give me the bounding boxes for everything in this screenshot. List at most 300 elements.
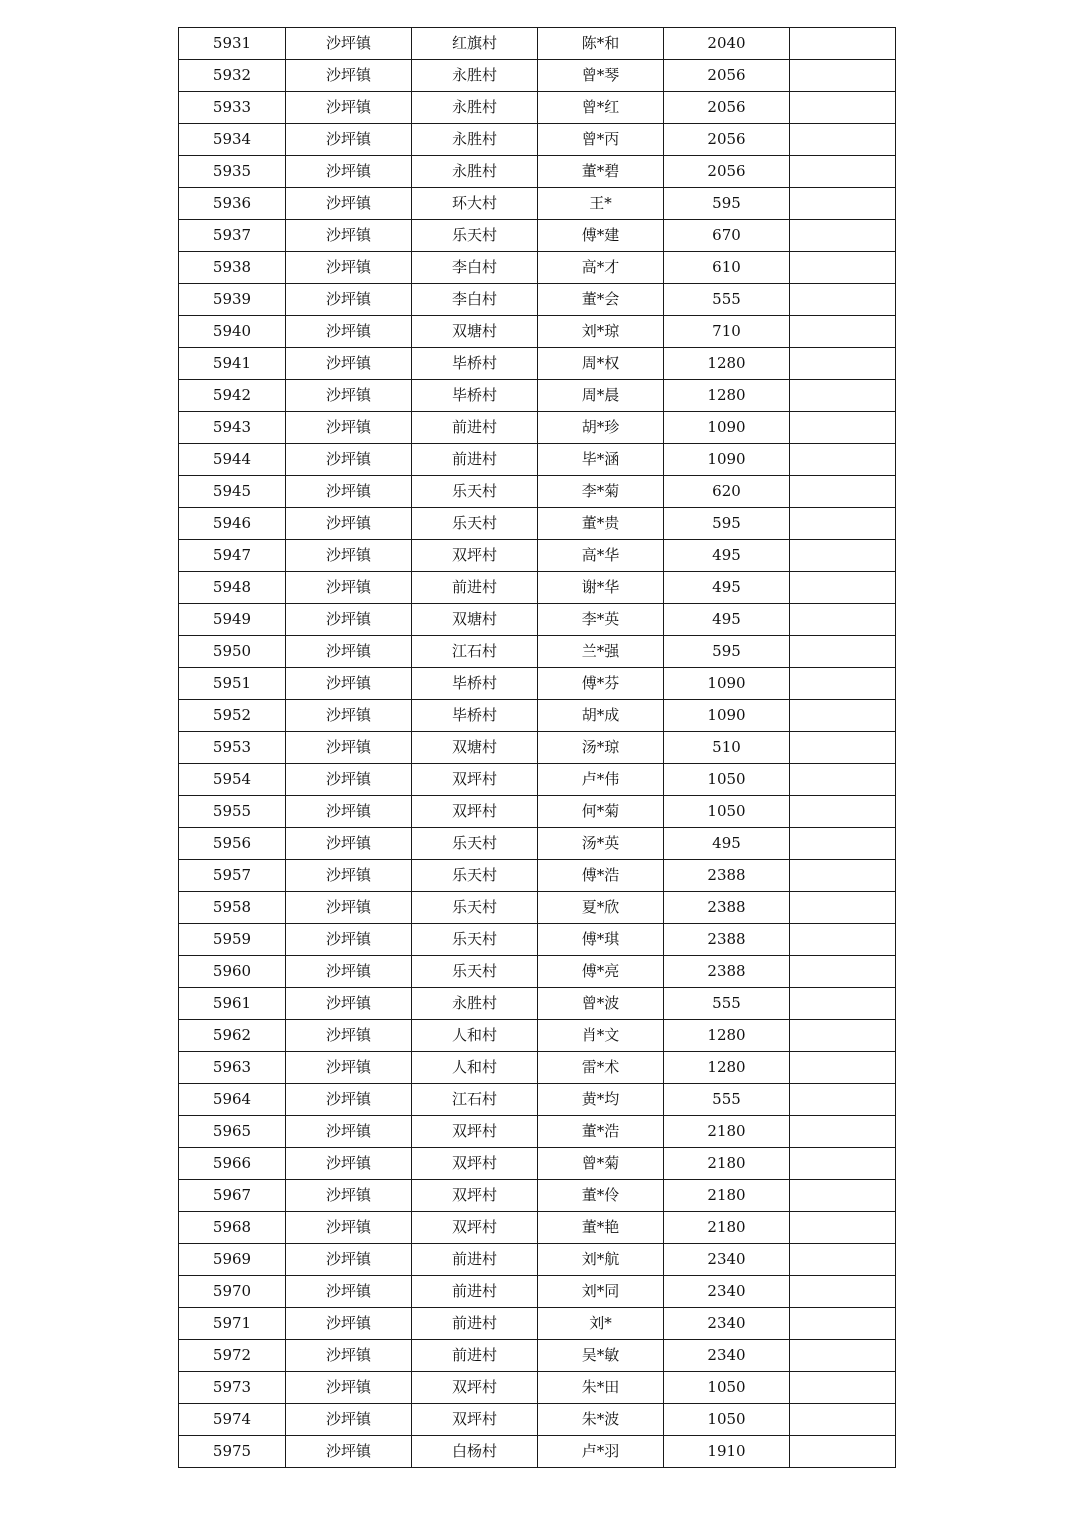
amount-cell: 2056 bbox=[664, 124, 790, 156]
amount-cell: 495 bbox=[664, 572, 790, 604]
amount-cell: 1090 bbox=[664, 412, 790, 444]
row-number-cell: 5931 bbox=[179, 28, 286, 60]
amount-cell: 555 bbox=[664, 988, 790, 1020]
name-cell: 汤*琼 bbox=[538, 732, 664, 764]
row-number-cell: 5942 bbox=[179, 380, 286, 412]
table-row bbox=[179, 668, 896, 700]
amount-cell: 1280 bbox=[664, 380, 790, 412]
village-cell: 乐天村 bbox=[412, 508, 538, 540]
amount-cell: 1280 bbox=[664, 348, 790, 380]
village-cell: 人和村 bbox=[412, 1052, 538, 1084]
table-row bbox=[179, 316, 896, 348]
table-row bbox=[179, 1404, 896, 1436]
note-cell bbox=[790, 1212, 896, 1244]
row-number-cell: 5947 bbox=[179, 540, 286, 572]
village-cell: 永胜村 bbox=[412, 124, 538, 156]
name-cell: 胡*珍 bbox=[538, 412, 664, 444]
name-cell: 兰*强 bbox=[538, 636, 664, 668]
table-row bbox=[179, 508, 896, 540]
note-cell bbox=[790, 1020, 896, 1052]
town-cell: 沙坪镇 bbox=[286, 444, 412, 476]
note-cell bbox=[790, 796, 896, 828]
row-number-cell: 5941 bbox=[179, 348, 286, 380]
town-cell: 沙坪镇 bbox=[286, 764, 412, 796]
village-cell: 乐天村 bbox=[412, 828, 538, 860]
village-cell: 江石村 bbox=[412, 636, 538, 668]
town-cell: 沙坪镇 bbox=[286, 380, 412, 412]
row-number-cell: 5965 bbox=[179, 1116, 286, 1148]
village-cell: 双塘村 bbox=[412, 732, 538, 764]
table-row bbox=[179, 636, 896, 668]
table-row bbox=[179, 1148, 896, 1180]
note-cell bbox=[790, 668, 896, 700]
row-number-cell: 5946 bbox=[179, 508, 286, 540]
note-cell bbox=[790, 252, 896, 284]
row-number-cell: 5932 bbox=[179, 60, 286, 92]
table-row bbox=[179, 380, 896, 412]
row-number-cell: 5961 bbox=[179, 988, 286, 1020]
note-cell bbox=[790, 60, 896, 92]
note-cell bbox=[790, 1180, 896, 1212]
name-cell: 董*贵 bbox=[538, 508, 664, 540]
name-cell: 朱*波 bbox=[538, 1404, 664, 1436]
village-cell: 乐天村 bbox=[412, 220, 538, 252]
village-cell: 永胜村 bbox=[412, 988, 538, 1020]
town-cell: 沙坪镇 bbox=[286, 892, 412, 924]
name-cell: 谢*华 bbox=[538, 572, 664, 604]
note-cell bbox=[790, 604, 896, 636]
table-row bbox=[179, 156, 896, 188]
name-cell: 傅*芬 bbox=[538, 668, 664, 700]
town-cell: 沙坪镇 bbox=[286, 412, 412, 444]
name-cell: 董*碧 bbox=[538, 156, 664, 188]
table-row bbox=[179, 892, 896, 924]
name-cell: 汤*英 bbox=[538, 828, 664, 860]
note-cell bbox=[790, 188, 896, 220]
note-cell bbox=[790, 700, 896, 732]
town-cell: 沙坪镇 bbox=[286, 1436, 412, 1468]
village-cell: 双坪村 bbox=[412, 1148, 538, 1180]
row-number-cell: 5971 bbox=[179, 1308, 286, 1340]
row-number-cell: 5935 bbox=[179, 156, 286, 188]
name-cell: 曾*红 bbox=[538, 92, 664, 124]
row-number-cell: 5948 bbox=[179, 572, 286, 604]
amount-cell: 595 bbox=[664, 508, 790, 540]
row-number-cell: 5938 bbox=[179, 252, 286, 284]
village-cell: 前进村 bbox=[412, 1340, 538, 1372]
row-number-cell: 5963 bbox=[179, 1052, 286, 1084]
name-cell: 周*权 bbox=[538, 348, 664, 380]
amount-cell: 2340 bbox=[664, 1308, 790, 1340]
name-cell: 夏*欣 bbox=[538, 892, 664, 924]
amount-cell: 2340 bbox=[664, 1340, 790, 1372]
name-cell: 曾*琴 bbox=[538, 60, 664, 92]
table-row bbox=[179, 1084, 896, 1116]
amount-cell: 1280 bbox=[664, 1020, 790, 1052]
name-cell: 李*菊 bbox=[538, 476, 664, 508]
subsidy-list-table bbox=[178, 27, 896, 1468]
row-number-cell: 5958 bbox=[179, 892, 286, 924]
note-cell bbox=[790, 1276, 896, 1308]
row-number-cell: 5936 bbox=[179, 188, 286, 220]
town-cell: 沙坪镇 bbox=[286, 348, 412, 380]
row-number-cell: 5949 bbox=[179, 604, 286, 636]
village-cell: 乐天村 bbox=[412, 892, 538, 924]
village-cell: 毕桥村 bbox=[412, 700, 538, 732]
note-cell bbox=[790, 732, 896, 764]
name-cell: 雷*术 bbox=[538, 1052, 664, 1084]
name-cell: 卢*伟 bbox=[538, 764, 664, 796]
amount-cell: 2340 bbox=[664, 1244, 790, 1276]
note-cell bbox=[790, 1084, 896, 1116]
name-cell: 曾*波 bbox=[538, 988, 664, 1020]
amount-cell: 620 bbox=[664, 476, 790, 508]
village-cell: 白杨村 bbox=[412, 1436, 538, 1468]
town-cell: 沙坪镇 bbox=[286, 1340, 412, 1372]
amount-cell: 510 bbox=[664, 732, 790, 764]
note-cell bbox=[790, 1148, 896, 1180]
town-cell: 沙坪镇 bbox=[286, 1372, 412, 1404]
row-number-cell: 5967 bbox=[179, 1180, 286, 1212]
amount-cell: 1050 bbox=[664, 796, 790, 828]
town-cell: 沙坪镇 bbox=[286, 284, 412, 316]
row-number-cell: 5973 bbox=[179, 1372, 286, 1404]
name-cell: 刘*航 bbox=[538, 1244, 664, 1276]
village-cell: 双坪村 bbox=[412, 796, 538, 828]
note-cell bbox=[790, 380, 896, 412]
note-cell bbox=[790, 828, 896, 860]
name-cell: 傅*亮 bbox=[538, 956, 664, 988]
name-cell: 傅*琪 bbox=[538, 924, 664, 956]
name-cell: 陈*和 bbox=[538, 28, 664, 60]
amount-cell: 2388 bbox=[664, 860, 790, 892]
table-row bbox=[179, 284, 896, 316]
name-cell: 卢*羽 bbox=[538, 1436, 664, 1468]
village-cell: 乐天村 bbox=[412, 860, 538, 892]
table-row bbox=[179, 1372, 896, 1404]
amount-cell: 2040 bbox=[664, 28, 790, 60]
note-cell bbox=[790, 220, 896, 252]
row-number-cell: 5944 bbox=[179, 444, 286, 476]
table-row bbox=[179, 1436, 896, 1468]
note-cell bbox=[790, 1116, 896, 1148]
note-cell bbox=[790, 540, 896, 572]
table-row bbox=[179, 476, 896, 508]
town-cell: 沙坪镇 bbox=[286, 604, 412, 636]
village-cell: 前进村 bbox=[412, 444, 538, 476]
note-cell bbox=[790, 1372, 896, 1404]
row-number-cell: 5951 bbox=[179, 668, 286, 700]
town-cell: 沙坪镇 bbox=[286, 828, 412, 860]
town-cell: 沙坪镇 bbox=[286, 156, 412, 188]
town-cell: 沙坪镇 bbox=[286, 188, 412, 220]
village-cell: 前进村 bbox=[412, 1244, 538, 1276]
town-cell: 沙坪镇 bbox=[286, 1244, 412, 1276]
amount-cell: 495 bbox=[664, 540, 790, 572]
name-cell: 毕*涵 bbox=[538, 444, 664, 476]
village-cell: 双坪村 bbox=[412, 540, 538, 572]
village-cell: 双坪村 bbox=[412, 1180, 538, 1212]
table-row bbox=[179, 1212, 896, 1244]
note-cell bbox=[790, 956, 896, 988]
town-cell: 沙坪镇 bbox=[286, 28, 412, 60]
amount-cell: 1090 bbox=[664, 668, 790, 700]
town-cell: 沙坪镇 bbox=[286, 860, 412, 892]
town-cell: 沙坪镇 bbox=[286, 1052, 412, 1084]
row-number-cell: 5956 bbox=[179, 828, 286, 860]
table-row bbox=[179, 92, 896, 124]
name-cell: 刘*琼 bbox=[538, 316, 664, 348]
row-number-cell: 5964 bbox=[179, 1084, 286, 1116]
name-cell: 刘* bbox=[538, 1308, 664, 1340]
note-cell bbox=[790, 1244, 896, 1276]
row-number-cell: 5960 bbox=[179, 956, 286, 988]
note-cell bbox=[790, 1436, 896, 1468]
table-row bbox=[179, 732, 896, 764]
row-number-cell: 5975 bbox=[179, 1436, 286, 1468]
name-cell: 董*浩 bbox=[538, 1116, 664, 1148]
note-cell bbox=[790, 28, 896, 60]
table-row bbox=[179, 1180, 896, 1212]
village-cell: 环大村 bbox=[412, 188, 538, 220]
row-number-cell: 5974 bbox=[179, 1404, 286, 1436]
table-row bbox=[179, 540, 896, 572]
village-cell: 双塘村 bbox=[412, 604, 538, 636]
note-cell bbox=[790, 892, 896, 924]
town-cell: 沙坪镇 bbox=[286, 1276, 412, 1308]
name-cell: 曾*丙 bbox=[538, 124, 664, 156]
table-row bbox=[179, 700, 896, 732]
row-number-cell: 5953 bbox=[179, 732, 286, 764]
name-cell: 曾*菊 bbox=[538, 1148, 664, 1180]
row-number-cell: 5962 bbox=[179, 1020, 286, 1052]
village-cell: 双坪村 bbox=[412, 1116, 538, 1148]
note-cell bbox=[790, 476, 896, 508]
note-cell bbox=[790, 572, 896, 604]
table-row bbox=[179, 1308, 896, 1340]
town-cell: 沙坪镇 bbox=[286, 732, 412, 764]
amount-cell: 2388 bbox=[664, 892, 790, 924]
village-cell: 毕桥村 bbox=[412, 348, 538, 380]
table-row bbox=[179, 1244, 896, 1276]
amount-cell: 1050 bbox=[664, 764, 790, 796]
village-cell: 双塘村 bbox=[412, 316, 538, 348]
village-cell: 双坪村 bbox=[412, 1372, 538, 1404]
town-cell: 沙坪镇 bbox=[286, 124, 412, 156]
village-cell: 乐天村 bbox=[412, 924, 538, 956]
town-cell: 沙坪镇 bbox=[286, 1148, 412, 1180]
town-cell: 沙坪镇 bbox=[286, 540, 412, 572]
row-number-cell: 5966 bbox=[179, 1148, 286, 1180]
table-row bbox=[179, 1276, 896, 1308]
town-cell: 沙坪镇 bbox=[286, 1212, 412, 1244]
row-number-cell: 5939 bbox=[179, 284, 286, 316]
name-cell: 傅*浩 bbox=[538, 860, 664, 892]
row-number-cell: 5945 bbox=[179, 476, 286, 508]
note-cell bbox=[790, 636, 896, 668]
amount-cell: 595 bbox=[664, 188, 790, 220]
amount-cell: 2388 bbox=[664, 924, 790, 956]
town-cell: 沙坪镇 bbox=[286, 60, 412, 92]
town-cell: 沙坪镇 bbox=[286, 1084, 412, 1116]
village-cell: 李白村 bbox=[412, 284, 538, 316]
village-cell: 李白村 bbox=[412, 252, 538, 284]
row-number-cell: 5969 bbox=[179, 1244, 286, 1276]
town-cell: 沙坪镇 bbox=[286, 508, 412, 540]
village-cell: 乐天村 bbox=[412, 956, 538, 988]
town-cell: 沙坪镇 bbox=[286, 1308, 412, 1340]
table-row bbox=[179, 1020, 896, 1052]
name-cell: 董*会 bbox=[538, 284, 664, 316]
village-cell: 前进村 bbox=[412, 1308, 538, 1340]
name-cell: 高*华 bbox=[538, 540, 664, 572]
name-cell: 王* bbox=[538, 188, 664, 220]
town-cell: 沙坪镇 bbox=[286, 956, 412, 988]
village-cell: 双坪村 bbox=[412, 1212, 538, 1244]
name-cell: 何*菊 bbox=[538, 796, 664, 828]
note-cell bbox=[790, 124, 896, 156]
village-cell: 永胜村 bbox=[412, 156, 538, 188]
village-cell: 双坪村 bbox=[412, 764, 538, 796]
note-cell bbox=[790, 412, 896, 444]
name-cell: 吴*敏 bbox=[538, 1340, 664, 1372]
note-cell bbox=[790, 1340, 896, 1372]
table-row bbox=[179, 796, 896, 828]
row-number-cell: 5940 bbox=[179, 316, 286, 348]
name-cell: 肖*文 bbox=[538, 1020, 664, 1052]
village-cell: 毕桥村 bbox=[412, 668, 538, 700]
amount-cell: 1910 bbox=[664, 1436, 790, 1468]
table-row bbox=[179, 988, 896, 1020]
table-row bbox=[179, 252, 896, 284]
village-cell: 前进村 bbox=[412, 1276, 538, 1308]
village-cell: 江石村 bbox=[412, 1084, 538, 1116]
town-cell: 沙坪镇 bbox=[286, 220, 412, 252]
table-body bbox=[179, 28, 896, 1468]
amount-cell: 2340 bbox=[664, 1276, 790, 1308]
amount-cell: 710 bbox=[664, 316, 790, 348]
town-cell: 沙坪镇 bbox=[286, 1180, 412, 1212]
table-row bbox=[179, 860, 896, 892]
row-number-cell: 5968 bbox=[179, 1212, 286, 1244]
amount-cell: 2388 bbox=[664, 956, 790, 988]
name-cell: 董*伶 bbox=[538, 1180, 664, 1212]
amount-cell: 2180 bbox=[664, 1148, 790, 1180]
table-row bbox=[179, 604, 896, 636]
amount-cell: 2056 bbox=[664, 156, 790, 188]
village-cell: 永胜村 bbox=[412, 92, 538, 124]
village-cell: 前进村 bbox=[412, 412, 538, 444]
note-cell bbox=[790, 156, 896, 188]
table-row bbox=[179, 1052, 896, 1084]
row-number-cell: 5955 bbox=[179, 796, 286, 828]
note-cell bbox=[790, 988, 896, 1020]
amount-cell: 670 bbox=[664, 220, 790, 252]
amount-cell: 2056 bbox=[664, 60, 790, 92]
name-cell: 胡*成 bbox=[538, 700, 664, 732]
village-cell: 永胜村 bbox=[412, 60, 538, 92]
table-row bbox=[179, 28, 896, 60]
town-cell: 沙坪镇 bbox=[286, 796, 412, 828]
note-cell bbox=[790, 444, 896, 476]
village-cell: 双坪村 bbox=[412, 1404, 538, 1436]
town-cell: 沙坪镇 bbox=[286, 1116, 412, 1148]
amount-cell: 1090 bbox=[664, 444, 790, 476]
town-cell: 沙坪镇 bbox=[286, 636, 412, 668]
name-cell: 刘*同 bbox=[538, 1276, 664, 1308]
table-row bbox=[179, 60, 896, 92]
amount-cell: 495 bbox=[664, 828, 790, 860]
town-cell: 沙坪镇 bbox=[286, 700, 412, 732]
amount-cell: 2180 bbox=[664, 1180, 790, 1212]
note-cell bbox=[790, 860, 896, 892]
village-cell: 毕桥村 bbox=[412, 380, 538, 412]
table-row bbox=[179, 572, 896, 604]
village-cell: 人和村 bbox=[412, 1020, 538, 1052]
table-row bbox=[179, 1340, 896, 1372]
amount-cell: 555 bbox=[664, 284, 790, 316]
row-number-cell: 5937 bbox=[179, 220, 286, 252]
amount-cell: 595 bbox=[664, 636, 790, 668]
table-row bbox=[179, 828, 896, 860]
table-row bbox=[179, 956, 896, 988]
amount-cell: 1050 bbox=[664, 1372, 790, 1404]
table-row bbox=[179, 124, 896, 156]
note-cell bbox=[790, 284, 896, 316]
village-cell: 前进村 bbox=[412, 572, 538, 604]
amount-cell: 555 bbox=[664, 1084, 790, 1116]
row-number-cell: 5934 bbox=[179, 124, 286, 156]
town-cell: 沙坪镇 bbox=[286, 316, 412, 348]
village-cell: 红旗村 bbox=[412, 28, 538, 60]
note-cell bbox=[790, 1052, 896, 1084]
amount-cell: 610 bbox=[664, 252, 790, 284]
town-cell: 沙坪镇 bbox=[286, 92, 412, 124]
table-row bbox=[179, 412, 896, 444]
amount-cell: 2180 bbox=[664, 1212, 790, 1244]
row-number-cell: 5954 bbox=[179, 764, 286, 796]
town-cell: 沙坪镇 bbox=[286, 1404, 412, 1436]
table-row bbox=[179, 444, 896, 476]
note-cell bbox=[790, 764, 896, 796]
note-cell bbox=[790, 1308, 896, 1340]
town-cell: 沙坪镇 bbox=[286, 1020, 412, 1052]
name-cell: 傅*建 bbox=[538, 220, 664, 252]
amount-cell: 2056 bbox=[664, 92, 790, 124]
note-cell bbox=[790, 316, 896, 348]
row-number-cell: 5933 bbox=[179, 92, 286, 124]
row-number-cell: 5959 bbox=[179, 924, 286, 956]
town-cell: 沙坪镇 bbox=[286, 572, 412, 604]
town-cell: 沙坪镇 bbox=[286, 668, 412, 700]
row-number-cell: 5950 bbox=[179, 636, 286, 668]
table-row bbox=[179, 348, 896, 380]
town-cell: 沙坪镇 bbox=[286, 988, 412, 1020]
name-cell: 李*英 bbox=[538, 604, 664, 636]
amount-cell: 1280 bbox=[664, 1052, 790, 1084]
table-row bbox=[179, 924, 896, 956]
table-row bbox=[179, 188, 896, 220]
row-number-cell: 5970 bbox=[179, 1276, 286, 1308]
row-number-cell: 5943 bbox=[179, 412, 286, 444]
note-cell bbox=[790, 348, 896, 380]
table-row bbox=[179, 764, 896, 796]
amount-cell: 1090 bbox=[664, 700, 790, 732]
row-number-cell: 5952 bbox=[179, 700, 286, 732]
table-row bbox=[179, 220, 896, 252]
note-cell bbox=[790, 508, 896, 540]
name-cell: 董*艳 bbox=[538, 1212, 664, 1244]
